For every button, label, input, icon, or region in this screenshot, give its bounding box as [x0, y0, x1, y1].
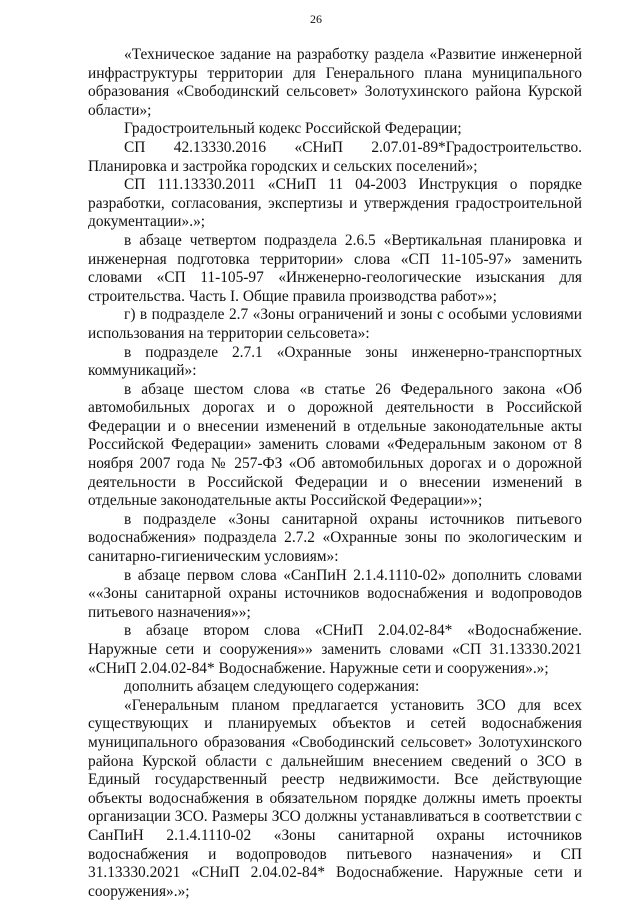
paragraph-section-2-7: г) в подразделе 2.7 «Зоны ограничений и зоны с особыми условиями использования на территории сельсовета»: — [88, 306, 582, 342]
paragraph-sp-111: СП 111.13330.2011 «СНиП 11 04-2003 Инструкция о порядке разработки, согласования, экспертизы и утверждения градостроительной документации».»; — [88, 176, 582, 231]
paragraph-sp-42: СП 42.13330.2016 «СНиП 2.07.01-89*Градостроительство. Планировка и застройка городских и сельских поселений»; — [88, 138, 582, 175]
paragraph-sanitary-zones: в подразделе «Зоны санитарной охраны источников питьевого водоснабжения» подраздела 2.7.2 «Охранные зоны по экологическим и санитарно-гигиеническим условиям»: — [88, 510, 582, 566]
paragraph-section-2-6-5: в абзаце четвертом подраздела 2.6.5 «Вертикальная планировка и инженерная подготовка территории» слова «СП 11-105-97» заменить словами «СП 11-105-97 «Инженерно-геологические изыскания для строительства. Часть I. Общие правила производства работ»»; — [88, 231, 582, 305]
paragraph-add-abzac: дополнить абзацем следующего содержания: — [124, 678, 420, 696]
paragraph-first-abzac: в абзаце первом слова «СанПиН 2.1.4.1110-02» дополнить словами ««Зоны санитарной охраны источников водоснабжения и водопроводов питьевого назначения»»; — [88, 566, 582, 621]
paragraph-second-abzac: в абзаце втором слова «СНиП 2.04.02-84* «Водоснабжение. Наружные сети и сооружения»» заменить словами «СП 31.13330.2021 «СНиП 2.04.02-84* Водоснабжение. Наружные сети и сооружения».»; — [88, 622, 582, 677]
paragraph-section-2-7-1: в подразделе 2.7.1 «Охранные зоны инженерно-транспортных коммуникаций»: — [88, 343, 582, 380]
document-body — [88, 46, 582, 901]
paragraph-technical-assignment: «Техническое задание на разработку раздела «Развитие инженерной инфраструктуры территории для Генерального плана муниципального образования «Свободинский сельсовет» Золотухинского района Курской области»; — [88, 46, 582, 119]
paragraph-sixth-abzac: в абзаце шестом слова «в статье 26 Федерального закона «Об автомобильных дорогах и о дорожной деятельности в Российской Федерации и о внесении изменений в отдельные законодательные акты Российской Федерации» заменить словами «Федеральным законом от 8 ноября 2007 года № 257-ФЗ «Об автомобильных дорогах и о дорожной деятельности в Российской Федерации и о внесении изменений в отдельные законодательные акты Российской Федерации»»; — [88, 380, 582, 510]
page-number: 26 — [310, 12, 322, 26]
paragraph-general-plan-zso: «Генеральным планом предлагается установить ЗСО для всех существующих и планируемых объектов и сетей водоснабжения муниципального образования «Свободинский сельсовет» Золотухинского района Курской области с дальнейшим внесением сведений о ЗСО в Единый государственный реестр недвижимости. Все действующие объекты водоснабжения в обязательном порядке должны иметь проекты организации ЗСО. Размеры ЗСО должны устанавливаться в соответствии с СанПиН 2.1.4.1110-02 «Зоны санитарной охраны источников водоснабжения и водопроводов питьевого назначения» и СП 31.13330.2021 «СНиП 2.04.02-84* Водоснабжение. Наружные сети и сооружения».»; — [88, 696, 582, 900]
paragraph-urban-code: Градостроительный кодекс Российской Федерации; — [124, 120, 462, 138]
